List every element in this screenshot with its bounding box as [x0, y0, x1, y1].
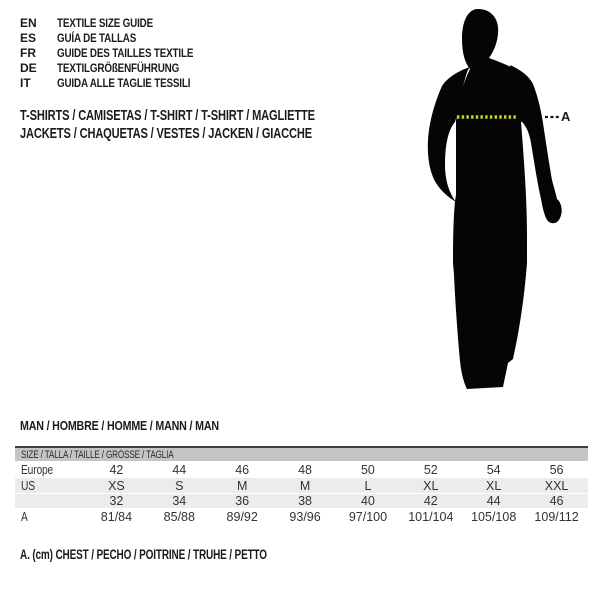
table-cell: 46	[235, 462, 250, 477]
language-row	[20, 76, 223, 91]
row-label: US	[21, 478, 35, 493]
language-label: GUÍA DE TALLAS	[57, 31, 137, 45]
table-cell: S	[175, 478, 184, 493]
table-cell: XS	[108, 478, 125, 493]
language-label: GUIDA ALLE TAGLIE TESSILI	[57, 76, 191, 90]
man-silhouette-graphic	[415, 5, 575, 395]
category-line-jackets: JACKETS / CHAQUETAS / VESTES / JACKEN / GIACCHE	[20, 125, 312, 142]
category-line-tshirts: T-SHIRTS / CAMISETAS / T-SHIRT / T-SHIRT / MAGLIETTE	[20, 107, 315, 124]
language-row	[20, 16, 223, 31]
row-label	[15, 494, 85, 508]
table-cell: M	[236, 478, 248, 493]
table-row-numeric	[15, 493, 588, 508]
language-label: TEXTILE SIZE GUIDE	[57, 16, 154, 30]
table-cell: L	[364, 478, 372, 493]
table-cell: 97/100	[348, 510, 388, 524]
table-cell: 109/112	[534, 510, 579, 524]
table-cell: 89/92	[226, 510, 258, 524]
language-code: ES	[20, 31, 37, 45]
category-lines	[20, 107, 419, 143]
language-code: IT	[20, 76, 31, 90]
table-cell: XL	[423, 478, 439, 493]
size-table-header: SIZE / TALLA / TAILLE / GRÖSSE / TAGLIA	[15, 446, 588, 461]
table-cell: 105/108	[471, 510, 517, 524]
language-code: FR	[20, 46, 36, 60]
table-cell: 40	[360, 494, 375, 508]
table-cell: 81/84	[100, 510, 133, 524]
language-row	[20, 31, 223, 46]
table-cell: 50	[360, 462, 375, 477]
table-cell: XXL	[544, 478, 569, 493]
language-list	[20, 16, 223, 91]
size-table	[15, 446, 588, 526]
table-cell: 46	[549, 494, 564, 508]
measure-label-a: A	[561, 109, 571, 124]
table-cell: 54	[486, 462, 501, 477]
language-row	[20, 61, 223, 76]
table-cell: 85/88	[163, 510, 195, 524]
table-cell: 52	[423, 462, 438, 477]
language-code: DE	[20, 61, 37, 75]
language-row	[20, 46, 223, 61]
table-cell: 56	[549, 462, 564, 477]
table-cell: 36	[235, 494, 250, 508]
table-row-chest-a	[15, 508, 588, 526]
language-code: EN	[20, 16, 37, 30]
row-label: A	[21, 510, 28, 524]
language-label: TEXTILGRÖßENFÜHRUNG	[57, 61, 180, 75]
table-cell: 93/96	[289, 510, 321, 524]
language-label: GUIDE DES TAILLES TEXTILE	[57, 46, 194, 60]
table-cell: 32	[109, 494, 124, 508]
man-silhouette-figure	[415, 5, 600, 395]
row-label: Europe	[21, 462, 54, 477]
footnote-chest-measure: A. (cm) CHEST / PECHO / POITRINE / TRUHE / PETTO	[20, 547, 267, 562]
table-cell: XL	[486, 478, 502, 493]
table-row-europe	[15, 461, 588, 478]
table-cell: 42	[109, 462, 124, 477]
table-cell: 48	[298, 462, 313, 477]
section-title-man: MAN / HOMBRE / HOMME / MANN / MAN	[20, 418, 219, 433]
table-row-us	[15, 478, 588, 493]
table-cell: 42	[423, 494, 438, 508]
table-cell: 34	[172, 494, 187, 508]
silhouette-body	[453, 9, 539, 389]
table-cell: M	[299, 478, 311, 493]
table-cell: 38	[298, 494, 313, 508]
table-cell: 44	[172, 462, 187, 477]
table-cell: 44	[486, 494, 501, 508]
table-cell: 101/104	[408, 510, 454, 524]
